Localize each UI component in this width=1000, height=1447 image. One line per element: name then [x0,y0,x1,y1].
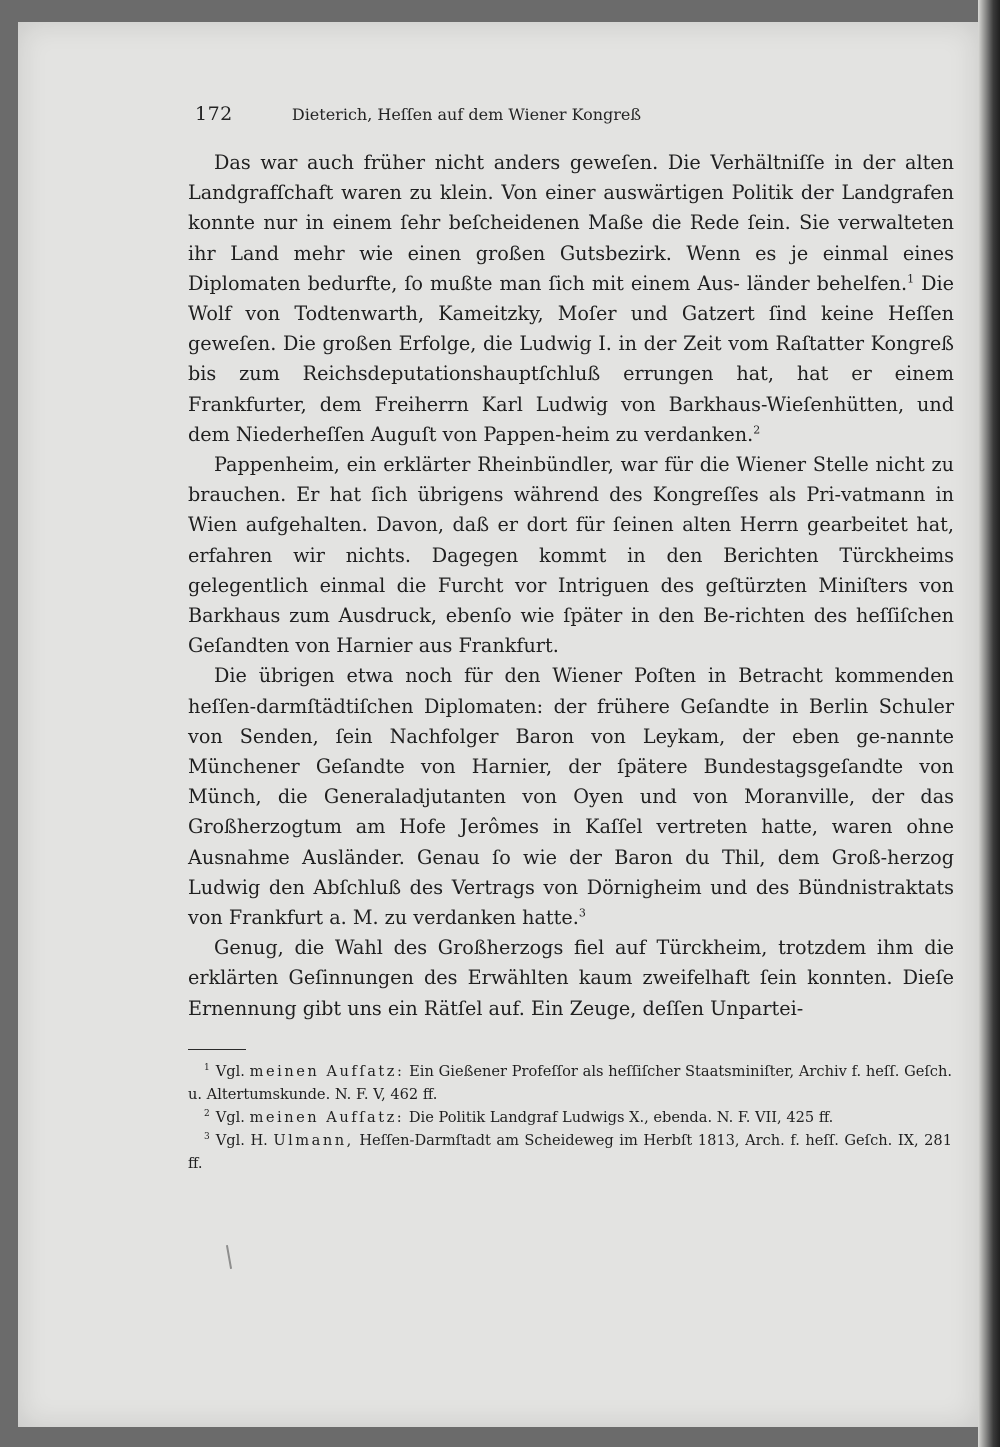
footnote-3 [188,1129,952,1175]
footnote-2-spaced: meinen Aufſatz: [249,1109,405,1126]
footnote-3-prefix: Vgl. H. [215,1132,268,1149]
paragraph-1-continued: Die Wolf von Todtenwarth, Kameitzky, Moſer und Gatzert ſind keine Heſſen geweſen. Die großen Erfolge, die Ludwig I. in der Zeit vom Raſtatter Kongreß bis zum Reichsdeputationshauptſchluß errungen hat, hat er einem Frankfurter, dem Freiherrn Karl Ludwig von Barkhaus-Wieſenhütten, und dem Niederheſſen Auguſt von Pappen-heim zu verdanken. [188,271,954,446]
footnote-2-text: Die Politik Landgraf Ludwigs X., ebenda. N. F. VII, 425 ff. [408,1109,834,1126]
footnote-1-prefix: Vgl. [215,1063,245,1080]
footnote-ref-1[interactable]: 1 [907,272,915,286]
footnote-1-spaced: meinen Aufſatz: [249,1063,405,1080]
paragraph-1 [188,148,954,450]
footnote-2-mark: 2 [204,1109,210,1120]
footnote-3-spaced: Ulmann, [273,1132,354,1149]
paragraph-1-line-6: länder behelfen. [746,271,908,295]
footnote-3-mark: 3 [204,1132,210,1143]
footnote-1-mark: 1 [204,1063,210,1074]
paragraph-3 [188,661,954,933]
paragraph-3-text: Die übrigen etwa noch für den Wiener Poſten in Betracht kommenden heſſen-darmſtädtiſchen Diplomaten: der frühere Geſandte in Berlin Schuler von Senden, ſein Nachfolger Baron von Leykam, der eben ge-nannte Münchener Geſandte von Harnier, der ſpätere Bundestagsgeſandte von Münch, die Generaladjutanten von Oyen und von Moranville, der das Großherzogtum am Hofe Jerômes in Kaſſel vertreten hatte, waren ohne Ausnahme Ausländer. Genau ſo wie der Baron du Thil, dem Groß-herzog Ludwig den Abſchluß des Vertrags von Dörnigheim und des Bündnistraktats von Frankfurt a. M. zu verdanken hatte. [188,664,954,930]
footnote-3-text: Heſſen-Darmſtadt am Scheideweg im Herbſt 1813, Arch. f. heſſ. Geſch. IX, 281 ff. [188,1132,952,1172]
footnote-1 [188,1060,952,1106]
paragraph-1-line-5: je einmal eines Diplomaten bedurfte, ſo mußte man ſich mit einem Aus- [188,241,954,295]
paragraph-1-line-3: Landgrafen konnte nur in einem ſehr beſcheidenen Maße die Rede ſein. [188,181,954,235]
paragraph-1-line-2: alten Landgrafſchaft waren zu klein. Von einer auswärtigen Politik der [188,151,954,205]
paragraph-2-text: Pappenheim, ein erklärter Rheinbündler, war für die Wiener Stelle nicht zu brauchen. Er hat ſich übrigens während des Kongreſſes als Pri-vatmann in Wien aufgehalten. Davon, daß er dort für ſeinen alten Herrn gearbeitet hat, erfahren wir nichts. Dagegen kommt in den Berichten Türckheims gelegentlich einmal die Furcht vor Intriguen des geſtürzten Miniſters von Barkhaus zum Ausdruck, ebenſo wie ſpäter in den Be-richten des heſſiſchen Geſandten von Harnier aus Frankfurt. [188,453,954,658]
running-head: Dieterich, Heſſen auf dem Wiener Kongreß [291,105,642,124]
footnote-2 [188,1106,952,1129]
page-number: 172 [195,103,233,125]
page-edge-shadow [978,0,1000,1447]
footnote-1-text: Ein Gießener Profeſſor als heſſiſcher Staatsminiſter, Archiv f. heſſ. Geſch. u. Altertumskunde. N. F. V, 462 ff. [188,1063,953,1103]
body-text [188,148,954,1024]
paragraph-4-text: Genug, die Wahl des Großherzogs fiel auf Türckheim, trotzdem ihm die erklärten Geſinnungen des Erwählten kaum zweifelhaft ſein konnten. Dieſe Ernennung gibt uns ein Rätſel auf. Ein Zeuge, deſſen Unpartei- [188,936,954,1020]
footnote-ref-3[interactable]: 3 [578,906,586,920]
footnote-ref-2[interactable]: 2 [753,423,761,437]
footnotes [188,1060,952,1175]
footnote-2-prefix: Vgl. [215,1109,245,1126]
page-header [195,103,955,125]
footnote-divider [188,1049,246,1050]
paragraph-2 [188,450,954,661]
paragraph-1-line-1: Das war auch früher nicht anders geweſen. Die Verhältniſſe in der [214,151,896,174]
paragraph-1-line-4: Sie verwalteten ihr Land mehr wie einen großen Gutsbezirk. Wenn es [188,211,954,265]
paragraph-4 [188,933,954,1024]
